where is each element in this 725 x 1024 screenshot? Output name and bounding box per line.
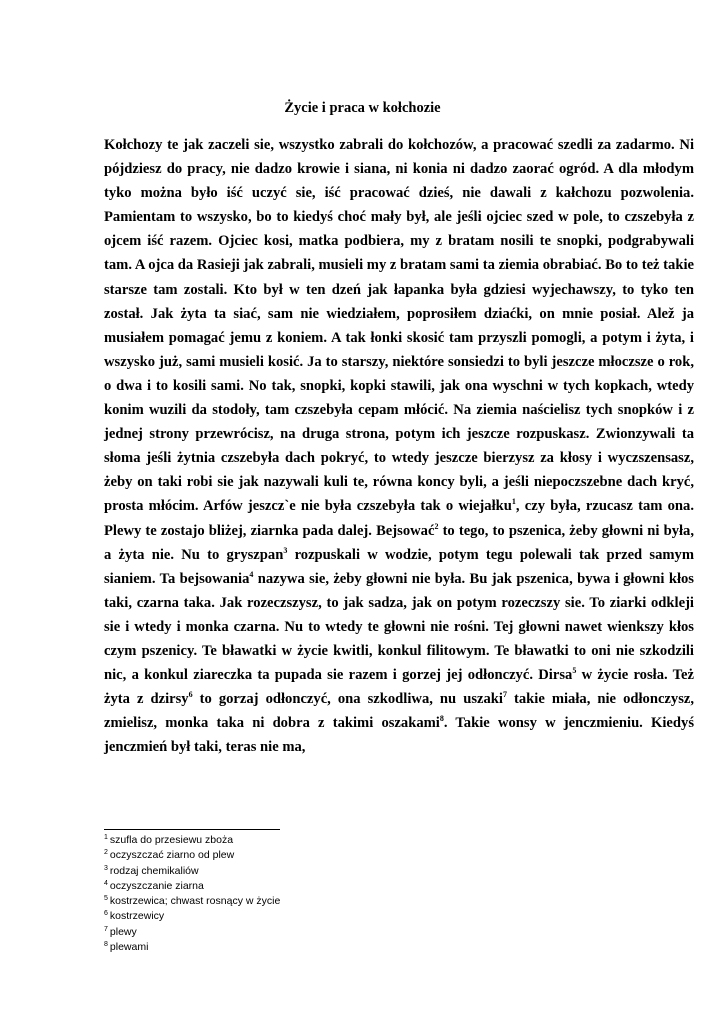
text-run: nazywa sie, żeby głowni nie była. Bu jak pszenica, bywa i głowni kłos taki, czarna taka. Jak rozeczszysz, to jak sadza, jak on potym rozeczszy sie. To ziarki odkleji sie i wtedy i monka czarna. Nu to wtedy te głowni nie rośni. Tej głowni nawet wienkszy kłos czym pszenicy. Te bławatki w życie kwitli, konkul filitowym. Te bławatki to oni nie szkodzili nic, a konkul ziareczka ta pupada sie razem i gorzej jej odłonczyć. Dirsa xyxy=(104,570,694,684)
footnote-number: 6 xyxy=(104,910,108,918)
footnote-text: oczyszczanie ziarna xyxy=(109,879,204,892)
body-paragraph xyxy=(104,133,694,759)
footnote-number: 8 xyxy=(104,941,108,949)
footnote-text: plewami xyxy=(109,941,149,954)
footnote-number: 4 xyxy=(104,879,108,887)
footnote-ref[interactable]: 1 xyxy=(511,497,516,507)
footnote-item xyxy=(104,879,504,894)
text-run: . Takie wonsy w jenczmieniu. Kiedyś jenczmień był taki, teras nie ma, xyxy=(104,715,694,756)
footnote-number: 5 xyxy=(104,895,108,903)
footnote-ref[interactable]: 8 xyxy=(439,714,444,724)
footnote-number: 1 xyxy=(104,834,108,841)
footnote-number: 2 xyxy=(104,849,108,857)
text-run: rozpuskali w wodzie, potym tegu polewali tak przed samym sianiem. Ta bejsowania xyxy=(104,546,694,587)
text-run: Kołchozy te jak zaczeli sie, wszystko zabrali do kołchozów, a pracować szedli za zadarmo. Ni pójdziesz do pracy, nie dadzo krowie i siana, ni konia ni dadzo zaorać ogród. A dla młodym tyko można było iść uczyć sie, iść pracować dzieś, nie dawali z kałchozu pozwolenia. Pamientam to wszysko, bo to kiedyś choć mały był, ale jeśli ojciec szed w pole, to czszebyła z ojcem iść razem. Ojciec kosi, matka podbiera, my z bratam nosili te snopki, podgrabywali tam. A ojca da Rasieji jak zabrali, musieli my z bratam sami ta ziemia obrabiać. Bo to też takie starsze tam zostali. Kto był w ten dzeń jak łapanka była gdziesi wyjechawszy, to tyko ten został. Jak żyta ta siać, sam nie wiedziałem, poprosiłem dziaćki, on mnie posiał. Alež ja musiałem pomagać jemu z koniem. A tak łonki skosić tam przyszli pomogli, a potym i żyta, i wszysko już, sami musieli kosić. Ja to starszy, niektóre sonsiedzi to byli jeszcze młoczsze o rok, o dwa i to kosili sami. No tak, snopki, kopki stawili, jak ona wyschni w tych kopkach, wtedy konim wuzili da stodoły, tam czszebyła cepam młócić. Na ziemia naścielisz tych snopków i z jednej strony przewrócisz, na druga strona, potym ich jeszcze rozpuskasz. Zwionzywali ta słoma jeśli żytnia czszebyła dach pokryć, to wtedy jeszcze bierzysz za kłosy i wyczszensasz, żeby on taki robi sie jak nazywali kuli te, równa koncy byli, a jeśli niepoczszebne dach kryć, prosta młócim. Arfów jeszcz`e nie była czszebyła tak o wiejałku xyxy=(104,137,694,515)
text-run: to gorzaj odłonczyć, ona szkodliwa, nu uszaki xyxy=(192,691,503,708)
footnote-item xyxy=(104,894,504,909)
footnote-ref[interactable]: 7 xyxy=(502,690,507,700)
text-run: to tego, to pszenica, żeby głowni ni była, a żyta nie. Nu to gryszpan xyxy=(104,522,694,563)
footnote-ref[interactable]: 3 xyxy=(283,545,288,555)
text-run: , czy była, rzucasz tam ona. Plewy te zostajo bliżej, ziarnka pada dalej. Bejsować xyxy=(104,498,694,539)
footnote-text: plewy xyxy=(109,925,137,938)
footnote-text: kostrzewica; chwast rosnący w życie xyxy=(109,895,281,908)
footnote-item xyxy=(104,864,504,879)
footnote-ref[interactable]: 5 xyxy=(572,666,577,676)
footnote-separator xyxy=(104,829,280,830)
footnote-ref[interactable]: 2 xyxy=(434,521,439,531)
footnote-text: oczyszczać ziarno od plew xyxy=(109,849,235,862)
footnote-text: szufla do przesiewu zboża xyxy=(109,834,234,846)
footnote-item xyxy=(104,848,504,863)
footnote-item xyxy=(104,909,504,924)
footnote-number: 7 xyxy=(104,925,108,933)
footnote-number: 3 xyxy=(104,864,108,872)
footnote-item xyxy=(104,833,504,848)
text-run: w życie rosła. Też żyta z dzirsy xyxy=(104,667,694,708)
footnote-ref[interactable]: 4 xyxy=(249,569,254,579)
footnote-ref[interactable]: 6 xyxy=(188,690,193,700)
footnotes-list xyxy=(104,833,504,955)
footnote-item xyxy=(104,925,504,940)
page-title: Życie i praca w kołchozie xyxy=(284,100,441,116)
footnote-text: kostrzewicy xyxy=(109,910,165,923)
text-run: takie miała, nie odłonczysz, zmielisz, monka taka ni dobra z takimi oszakami xyxy=(104,691,695,732)
footnote-item xyxy=(104,940,504,955)
footnote-text: rodzaj chemikaliów xyxy=(109,864,199,877)
